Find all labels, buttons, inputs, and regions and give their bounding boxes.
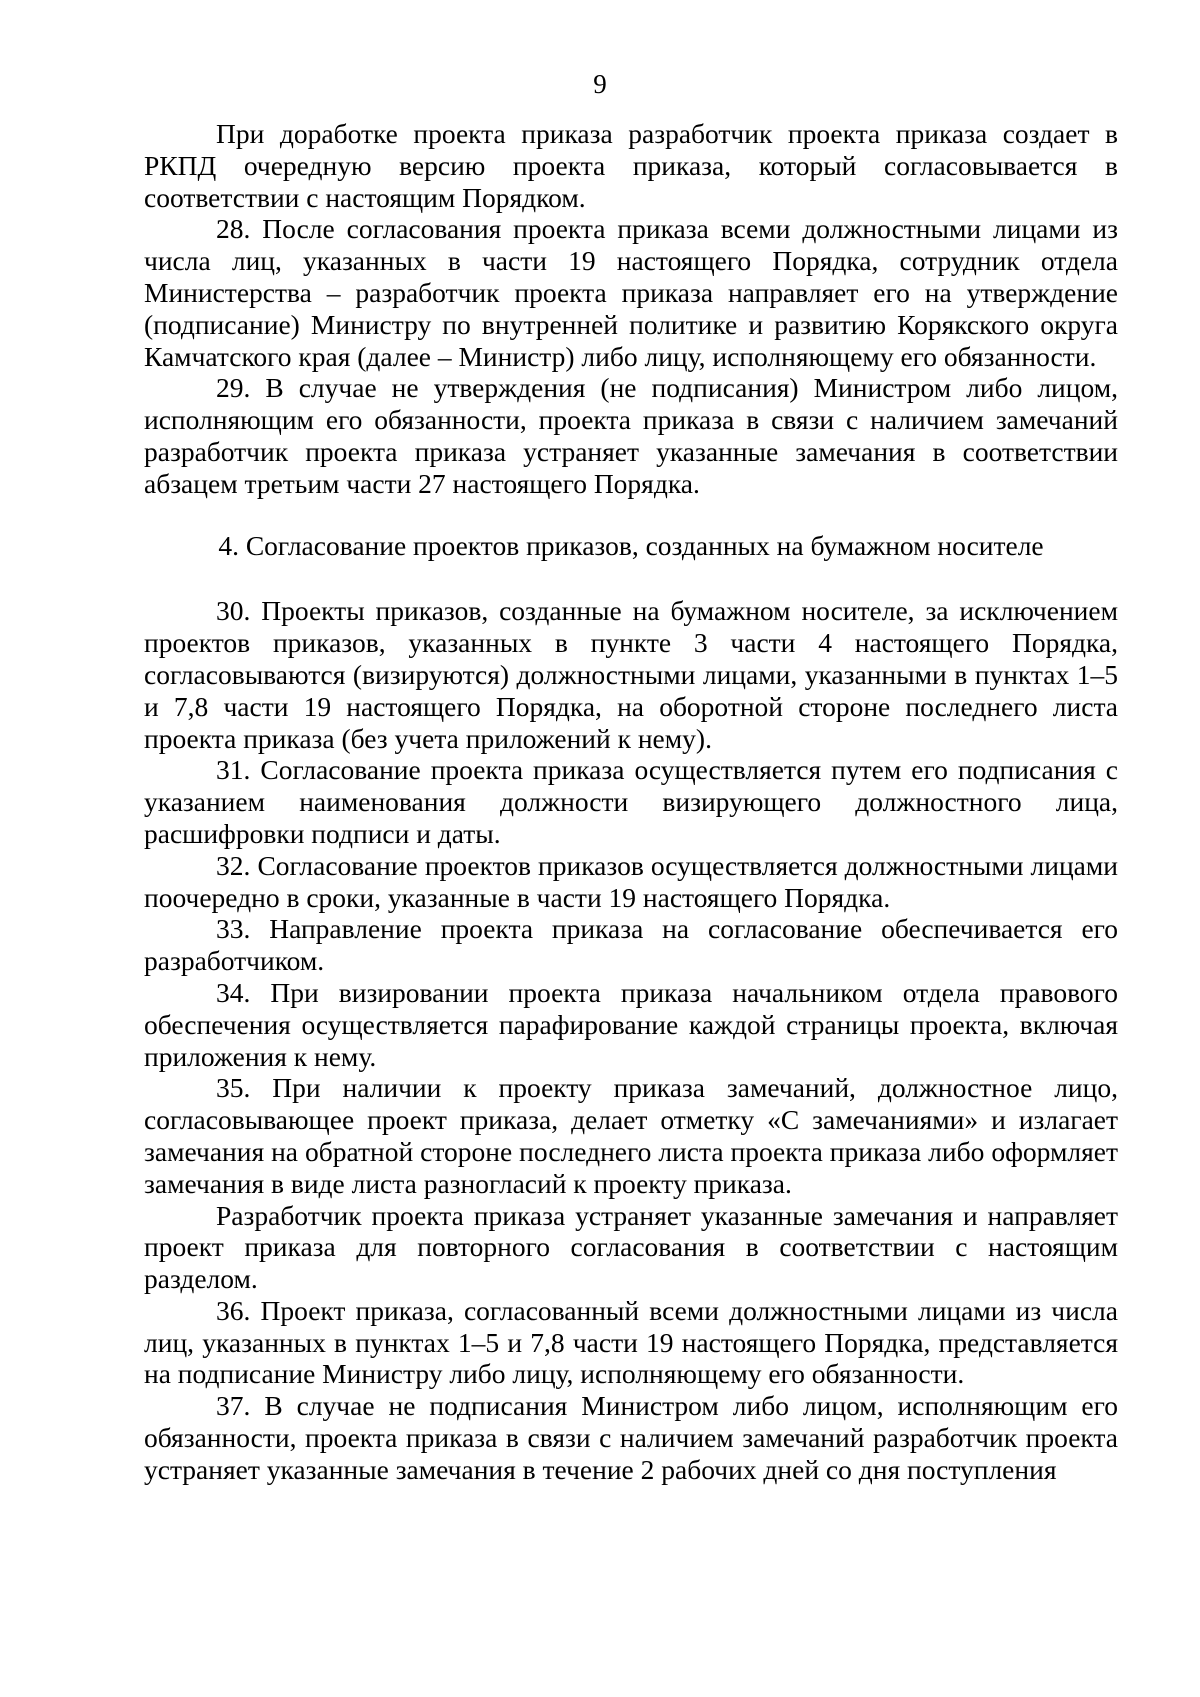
page-number: 9 [593, 69, 607, 99]
paragraph-30: 30. Проекты приказов, созданные на бумажном носителе, за исключением проектов приказов, указанных в пункте 3 части 4 настоящего Порядка, согласовываются (визируются) должностными лицами, указанными в пунктах 1–5 и 7,8 части 19 настоящего Порядка, на оборотной стороне последнего листа проекта приказа (без учета приложений к нему). [144, 595, 1118, 754]
paragraph-31: 31. Согласование проекта приказа осуществляется путем его подписания с указанием наименования должности визирующего должностного лица, расшифровки подписи и даты. [144, 754, 1118, 849]
paragraph-28: 28. После согласования проекта приказа всеми должностными лицами из числа лиц, указанных в части 19 настоящего Порядка, сотрудник отдела Министерства – разработчик проекта приказа направляет его на утверждение (подписание) Министру по внутренней политике и развитию Корякского округа Камчатского края (далее – Министр) либо лицу, исполняющему его обязанности. [144, 213, 1118, 372]
spacer [144, 500, 1118, 530]
paragraph-35-continuation: Разработчик проекта приказа устраняет указанные замечания и направляет проект приказа для повторного согласования в соответствии с настоящим разделом. [144, 1199, 1118, 1295]
document-body [144, 118, 1118, 1486]
paragraph-35: 35. При наличии к проекту приказа замечаний, должностное лицо, согласовывающее проект приказа, делает отметку «С замечаниями» и излагает замечания на обратной стороне последнего листа проекта приказа либо оформляет замечания в виде листа разногласий к проекту приказа. [144, 1072, 1118, 1199]
paragraph-27-continuation: При доработке проекта приказа разработчик проекта приказа создает в РКПД очередную версию проекта приказа, который согласовывается в соответствии с настоящим Порядком. [144, 118, 1118, 213]
paragraph-29: 29. В случае не утверждения (не подписания) Министром либо лицом, исполняющим его обязанности, проекта приказа в связи с наличием замечаний разработчик проекта приказа устраняет указанные замечания в соответствии абзацем третьим части 27 настоящего Порядка. [144, 372, 1118, 499]
paragraph-34: 34. При визировании проекта приказа начальником отдела правового обеспечения осуществляется парафирование каждой страницы проекта, включая приложения к нему. [144, 976, 1118, 1072]
paragraph-33: 33. Направление проекта приказа на согласование обеспечивается его разработчиком. [144, 913, 1118, 977]
section-heading: 4. Согласование проектов приказов, созданных на бумажном носителе [218, 529, 1044, 561]
paragraph-32: 32. Согласование проектов приказов осуществляется должностными лицами поочередно в сроки, указанные в части 19 настоящего Порядка. [144, 849, 1118, 913]
spacer [144, 561, 1118, 595]
paragraph-37: 37. В случае не подписания Министром либо лицом, исполняющим его обязанности, проекта приказа в связи с наличием замечаний разработчик проекта устраняет указанные замечания в течение 2 рабочих дней со дня поступления [144, 1390, 1118, 1485]
paragraph-36: 36. Проект приказа, согласованный всеми должностными лицами из числа лиц, указанных в пунктах 1–5 и 7,8 части 19 настоящего Порядка, представляется на подписание Министру либо лицу, исполняющему его обязанности. [144, 1294, 1118, 1390]
